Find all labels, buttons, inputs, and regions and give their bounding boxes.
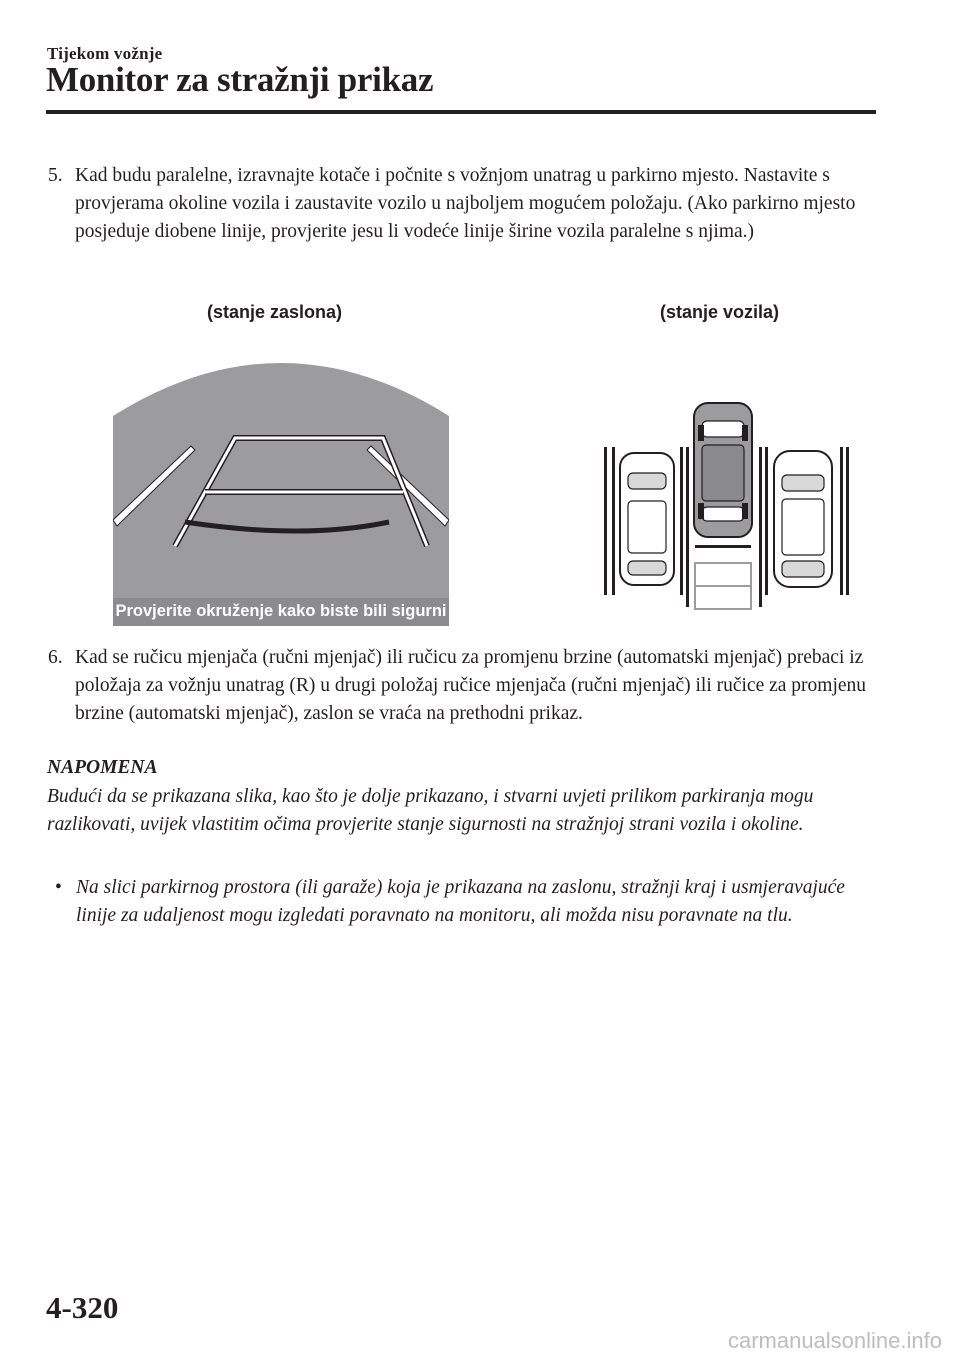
vehicle-parking-diagram [600,395,860,613]
left-car [620,453,674,585]
screen-caption: (stanje zaslona) [207,302,343,322]
screen-illustration [113,350,449,626]
section-label: Tijekom vožnje [47,44,163,63]
note-body: Budući da se prikazana slika, kao što je dolje prikazano, i stvarni uvjeti prilikom parkiranja mogu razlikovati, uvijek vlastitim očima provjerite stanje sigurnosti na stražnjoj strani vozila i okoline. [47,786,814,835]
step-number: 5. [48,165,63,186]
reversing-car [694,403,752,537]
note-heading: NAPOMENA [47,757,158,778]
vehicle-caption: (stanje vozila) [660,302,780,322]
step-number: 6. [48,647,63,668]
parking-illustration [600,395,860,613]
right-car [774,451,832,587]
watermark: carmanualsonline.info [727,1328,942,1353]
title-rule [46,110,876,114]
page-title: Monitor za stražnji prikaz [46,60,434,99]
step-text: Kad budu paralelne, izravnajte kotače i počnite s vožnjom unatrag u parkirno mjesto. Nastavite s provjerama okoline vozila i zaustavite vozilo u najboljem mogućem položaju. (Ako parkirno mjesto posjeduje diobene linije, provjerite jesu li vodeće linije širine vozila paralelne s njima.) [75,165,856,242]
step-text: Kad se ručicu mjenjača (ručni mjenjač) ili ručicu za promjenu brzine (automatski mjenjač) prebaci iz položaja za vožnju unatrag (R) u drugi položaj ručice mjenjača (ručni mjenjač) ili ručice za promjenu brzine (automatski mjenjač), zaslon se vraća na prethodni prikaz. [75,647,867,724]
step-5 [48,162,868,246]
page-number: 4-320 [46,1290,119,1325]
bullet-symbol: • [55,877,62,898]
step-6 [48,644,868,728]
rear-camera-screen [113,350,449,626]
bullet-text: Na slici parkirnog prostora (ili garaže) koja je prikazana na zaslonu, stražnji kraj i usmjeravajuće linije za udaljenost mogu izgledati poravnato na monitoru, ali možda nisu poravnate na tlu. [76,877,845,926]
screen-banner: Provjerite okruženje kako biste bili sigurni [115,602,447,620]
note-bullet [55,874,855,930]
